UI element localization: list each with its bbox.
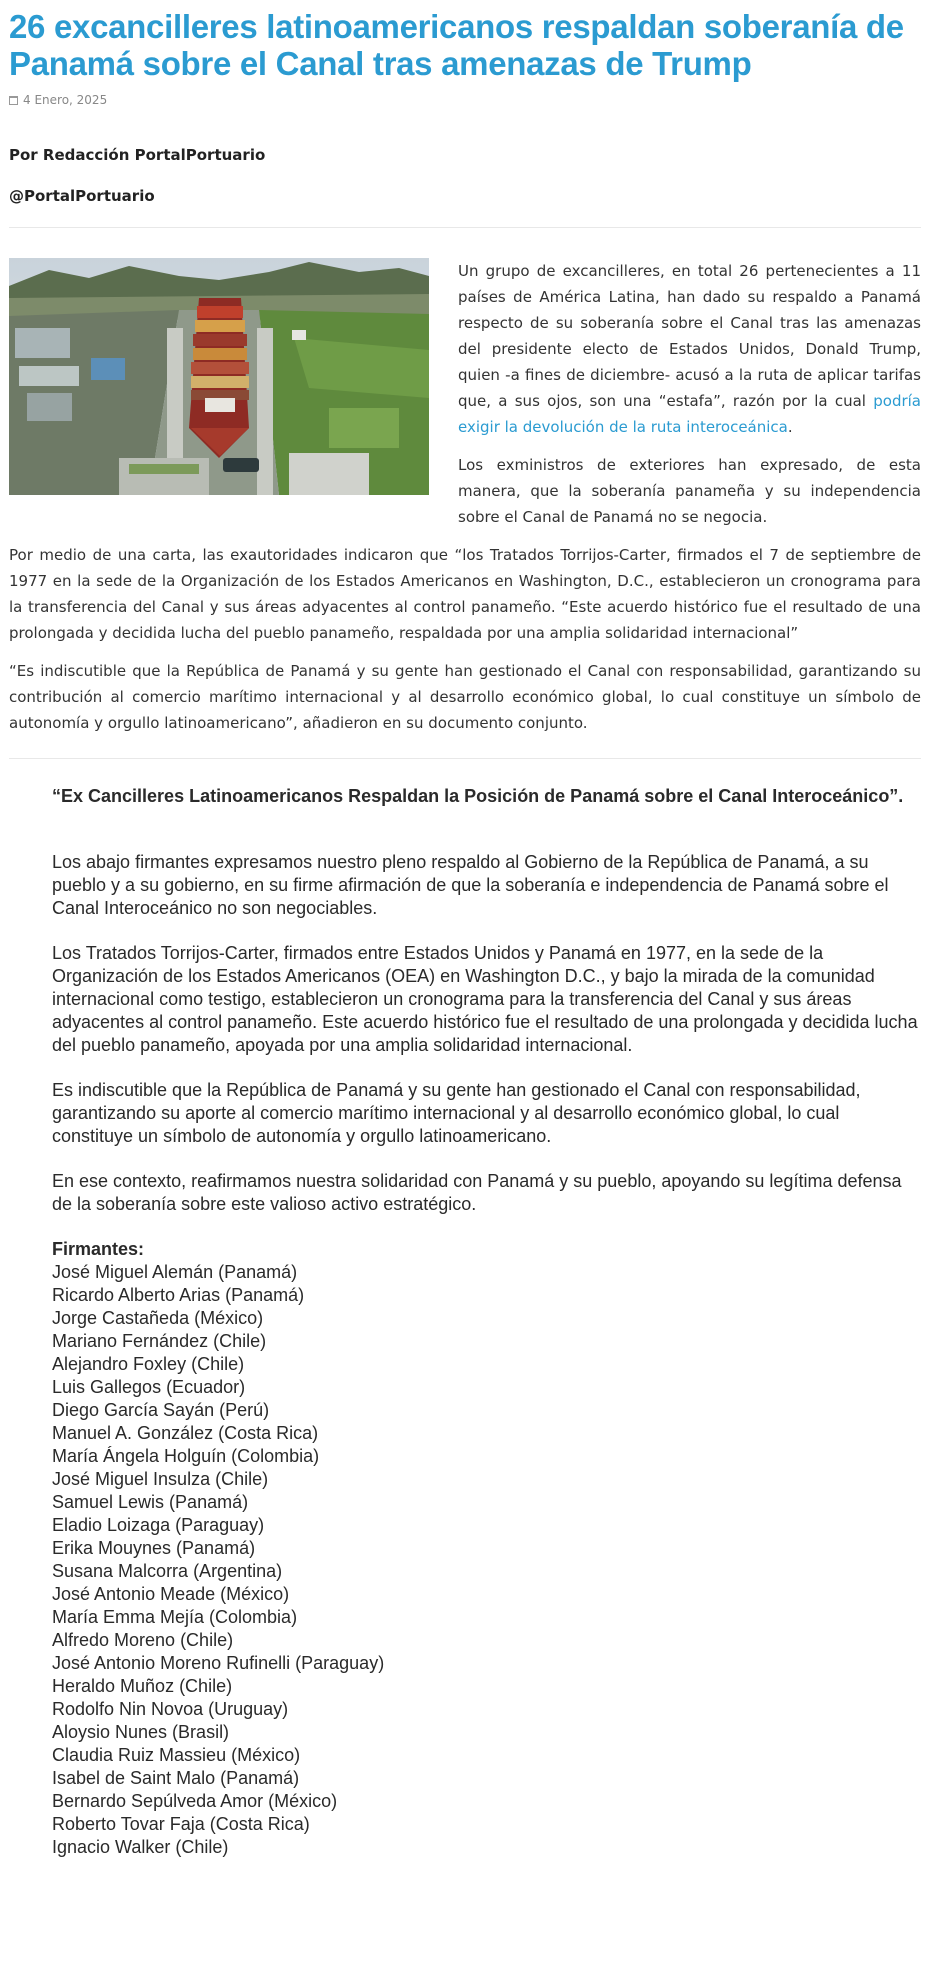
signer-item: Aloysio Nunes (Brasil) (52, 1722, 230, 1742)
signer-item: Alfredo Moreno (Chile) (52, 1630, 234, 1650)
letter-paragraph-3: Es indiscutible que la República de Panamá y su gente han gestionado el Canal con responsabilidad, garantizando su aporte al comercio marítimo internacional y al desarrollo económico global, lo cual constituye un símbolo de autonomía y orgullo latinoamericano. (52, 1080, 861, 1146)
paragraph-3: Por medio de una carta, las exautoridades indicaron que “los Tratados Torrijos-Carter, firmados el 7 de septiembre de 1977 en la sede de la Organización de los Estados Americanos en Washington, D.C., establecieron un cronograma para la transferencia del Canal y sus áreas adyacentes al control panameño. “Este acuerdo histórico fue el resultado de una prolongada y decidida lucha del pueblo panameño, respaldada por una amplia solidaridad internacional” (9, 546, 921, 642)
author-byline: Por Redacción PortalPortuario (9, 146, 266, 164)
divider (9, 227, 921, 228)
signers-list (52, 1261, 921, 1859)
author-handle: @PortalPortuario (9, 187, 155, 205)
divider (9, 758, 921, 759)
signer-item: Roberto Tovar Faja (Costa Rica) (52, 1814, 310, 1834)
signer-item: Diego García Sayán (Perú) (52, 1400, 270, 1420)
signer-item: Mariano Fernández (Chile) (52, 1331, 267, 1351)
article-body (9, 258, 921, 736)
post-date: 4 Enero, 2025 (23, 93, 108, 107)
paragraph-1-end: . (787, 418, 793, 436)
signer-item: Luis Gallegos (Ecuador) (52, 1377, 246, 1397)
paragraph-2: Los exministros de exteriores han expresado, de esta manera, que la soberanía panameña y su independencia sobre el Canal de Panamá no se negocia. (458, 456, 921, 526)
signer-item: María Emma Mejía (Colombia) (52, 1607, 298, 1627)
letter-paragraph-4: En ese contexto, reafirmamos nuestra solidaridad con Panamá y su pueblo, apoyando su legítima defensa de la soberanía sobre este valioso activo estratégico. (52, 1171, 902, 1214)
signer-item: Heraldo Muñoz (Chile) (52, 1676, 233, 1696)
paragraph-1-text: Un grupo de excancilleres, en total 26 pertenecientes a 11 países de América Latina, han dado su respaldo a Panamá respecto de su soberanía sobre el Canal tras las amenazas del presidente electo de Estados Unidos, Donald Trump, quien -a fines de diciembre- acusó a la ruta de aplicar tarifas que, a sus ojos, son una “estafa”, razón por la cual (458, 262, 921, 410)
signer-item: Ricardo Alberto Arias (Panamá) (52, 1285, 305, 1305)
signers-heading: Firmantes: (52, 1239, 145, 1259)
signer-item: José Miguel Alemán (Panamá) (52, 1262, 298, 1282)
article-title: 26 excancilleres latinoamericanos respaldan soberanía de Panamá sobre el Canal tras amenazas de Trump (9, 8, 904, 82)
signer-item: Susana Malcorra (Argentina) (52, 1561, 283, 1581)
letter-paragraph-2: Los Tratados Torrijos-Carter, firmados entre Estados Unidos y Panamá en 1977, en la sede de la Organización de los Estados Americanos (OEA) en Washington D.C., y bajo la mirada de la comunidad internacional como testigo, establecieron un cronograma para la transferencia del Canal y sus áreas adyacentes al control panameño. Este acuerdo histórico fue el resultado de una prolongada y decidida lucha del pueblo panameño, apoyada por una amplia solidaridad internacional. (52, 943, 918, 1055)
signer-item: Claudia Ruiz Massieu (México) (52, 1745, 301, 1765)
signer-item: Isabel de Saint Malo (Panamá) (52, 1768, 300, 1788)
calendar-icon (9, 96, 18, 105)
paragraph-4: “Es indiscutible que la República de Panamá y su gente han gestionado el Canal con responsabilidad, garantizando su contribución al comercio marítimo internacional y al desarrollo económico global, lo cual constituye un símbolo de autonomía y orgullo latinoamericano”, añadieron en su documento conjunto. (9, 662, 921, 732)
signer-item: José Antonio Meade (México) (52, 1584, 290, 1604)
letter-image (9, 785, 921, 1859)
article-container (9, 0, 921, 1859)
signer-item: María Ángela Holguín (Colombia) (52, 1446, 320, 1466)
signer-item: Eladio Loizaga (Paraguay) (52, 1515, 265, 1535)
signer-item: Alejandro Foxley (Chile) (52, 1354, 245, 1374)
signer-item: Samuel Lewis (Panamá) (52, 1492, 249, 1512)
signer-item: José Antonio Moreno Rufinelli (Paraguay) (52, 1653, 385, 1673)
signer-item: Manuel A. González (Costa Rica) (52, 1423, 319, 1443)
signer-item: Erika Mouynes (Panamá) (52, 1538, 256, 1558)
canal-photo (9, 258, 429, 495)
post-meta (9, 92, 921, 108)
signer-item: José Miguel Insulza (Chile) (52, 1469, 269, 1489)
devolucion-link[interactable]: podría exigir la devolución de la ruta interoceánica (458, 392, 921, 436)
signer-item: Jorge Castañeda (México) (52, 1308, 264, 1328)
signer-item: Bernardo Sepúlveda Amor (México) (52, 1791, 338, 1811)
signer-item: Rodolfo Nin Novoa (Uruguay) (52, 1699, 289, 1719)
letter-paragraph-1: Los abajo firmantes expresamos nuestro pleno respaldo al Gobierno de la República de Panamá, a su pueblo y a su gobierno, en su firme afirmación de que la soberanía e independencia de Panamá sobre el Canal Interoceánico no son negociables. (52, 852, 889, 918)
letter-title: “Ex Cancilleres Latinoamericanos Respaldan la Posición de Panamá sobre el Canal Interoceánico”. (52, 786, 904, 806)
signer-item: Ignacio Walker (Chile) (52, 1837, 229, 1857)
